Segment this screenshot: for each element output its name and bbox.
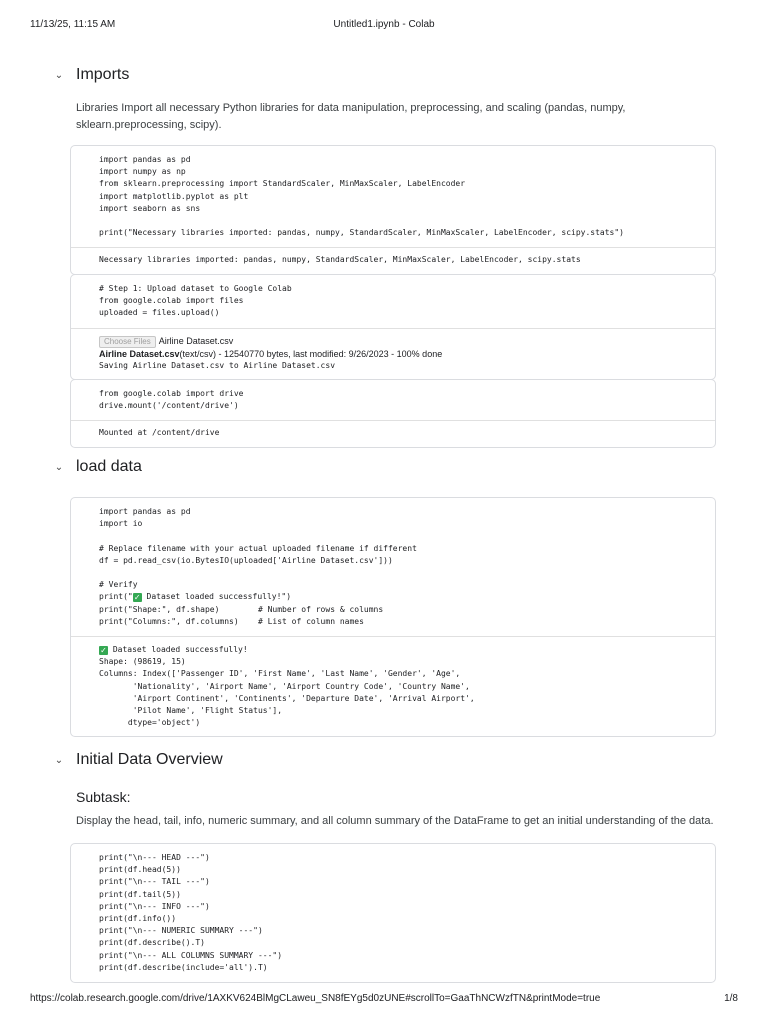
code-editor[interactable] [71,844,715,982]
code-line: drive.mount('/content/drive') [99,401,239,411]
output-line: Columns: Index(['Passenger ID', 'First Name', 'Last Name', 'Gender', 'Age', [99,669,461,679]
code-line: print(df.head(5)) [99,865,181,875]
cell-output [71,247,715,273]
code-cell-load-data[interactable] [70,497,716,737]
code-line: # Verify [99,580,138,590]
check-mark-icon: ✓ [133,593,141,603]
output-line: dtype='object') [99,718,201,728]
upload-status [99,348,687,360]
code-line: uploaded = files.upload() [99,308,220,318]
code-line: print("\n--- NUMERIC SUMMARY ---") [99,926,263,936]
code-cell-upload[interactable] [70,274,716,380]
code-cell-overview[interactable] [70,843,716,983]
code-line: # Replace filename with your actual uploaded filename if different [99,543,417,553]
chevron-down-icon[interactable]: ⌄ [54,754,64,766]
output-line [99,644,687,656]
code-line: print("\n--- HEAD ---") [99,853,210,862]
code-cell-drive[interactable] [70,379,716,448]
code-editor[interactable] [71,498,715,636]
output-line: 'Airport Continent', 'Continents', 'Departure Date', 'Arrival Airport', [99,693,475,703]
code-line: print(df.tail(5)) [99,889,181,899]
code-line: import seaborn as sns [99,203,201,213]
section-load-data-header[interactable] [52,458,142,476]
code-line: print("\n--- INFO ---") [99,901,210,911]
output-line: Saving Airline Dataset.csv to Airline Dataset.csv [99,360,336,370]
cell-output [71,328,715,379]
code-line: import matplotlib.pyplot as plt [99,191,249,201]
selected-file-label: Airline Dataset.csv [158,335,234,346]
section-imports-header[interactable] [52,66,129,84]
code-fragment: print(" [99,592,133,602]
output-line: Necessary libraries imported: pandas, numpy, StandardScaler, MinMaxScaler, LabelEncoder, scipy.stats [99,255,581,265]
code-line: print(df.describe().T) [99,938,205,948]
output-line: Shape: (98619, 15) [99,657,186,667]
blank-line [99,530,687,542]
code-line: print("Necessary libraries imported: pandas, numpy, StandardScaler, MinMaxScaler, LabelEncoder, scipy.stats") [99,228,624,238]
code-line: print("\n--- ALL COLUMNS SUMMARY ---") [99,950,283,960]
code-line: print(df.describe(include='all').T) [99,962,268,972]
blank-line [99,215,687,227]
code-line: print("\n--- TAIL ---") [99,877,210,887]
code-line [99,591,687,603]
code-line: import pandas as pd [99,507,191,516]
code-line: # Step 1: Upload dataset to Google Colab [99,284,292,293]
page-url: https://colab.research.google.com/drive/1AXKV624BlMgCLaweu_SN8fEYg5d0zUNE#scrollTo=GaaThNCWzfTN&printMode=true [30,993,601,1004]
section-title: Imports [76,66,130,83]
document-title: Untitled1.ipynb - Colab [333,19,435,30]
section-overview-header[interactable] [52,751,223,769]
code-line: print("Columns:", df.columns) # List of column names [99,616,364,626]
code-line: print(df.info()) [99,914,177,924]
code-cell-imports[interactable] [70,145,716,275]
code-line: import numpy as np [99,167,186,177]
output-line: 'Pilot Name', 'Flight Status'], [99,706,283,716]
output-fragment: Dataset loaded successfully! [108,645,248,654]
overview-description: Display the head, tail, info, numeric summary, and all column summary of the DataFrame to get an initial understanding of the data. [76,815,714,827]
code-line: import io [99,519,143,529]
check-mark-icon: ✓ [100,646,107,655]
output-line: Mounted at /content/drive [99,428,220,438]
code-line: from google.colab import files [99,296,244,306]
choose-files-button[interactable]: Choose Files [99,336,156,348]
uploaded-file-name: Airline Dataset.csv [99,348,180,359]
imports-description: Libraries Import all necessary Python libraries for data manipulation, preprocessing, and scaling (pandas, numpy, sklearn.preprocessing, scipy). [76,102,626,131]
section-title: load data [76,458,142,475]
chevron-down-icon[interactable]: ⌄ [54,461,64,473]
code-line: print("Shape:", df.shape) # Number of rows & columns [99,604,384,614]
code-editor[interactable] [71,146,715,247]
uploaded-file-info: (text/csv) - 12540770 bytes, last modified: 9/26/2023 - 100% done [179,348,443,359]
print-date: 11/13/25, 11:15 AM [30,19,116,30]
code-line: import pandas as pd [99,155,191,164]
subtask-heading: Subtask: [76,789,131,805]
code-line: from sklearn.preprocessing import StandardScaler, MinMaxScaler, LabelEncoder [99,179,466,189]
code-fragment: Dataset loaded successfully!") [141,592,292,602]
cell-output [71,636,715,736]
chevron-down-icon[interactable]: ⌄ [54,69,64,81]
blank-line [99,567,687,579]
cell-output [71,420,715,446]
code-editor[interactable] [71,275,715,328]
page-number: 1/8 [724,993,738,1004]
code-line: df = pd.read_csv(io.BytesIO(uploaded['Airline Dataset.csv'])) [99,555,393,565]
file-upload-row [99,335,687,348]
code-editor[interactable] [71,380,715,420]
output-line: 'Nationality', 'Airport Name', 'Airport Country Code', 'Country Name', [99,681,470,691]
section-title: Initial Data Overview [76,751,223,768]
code-line: from google.colab import drive [99,389,244,398]
